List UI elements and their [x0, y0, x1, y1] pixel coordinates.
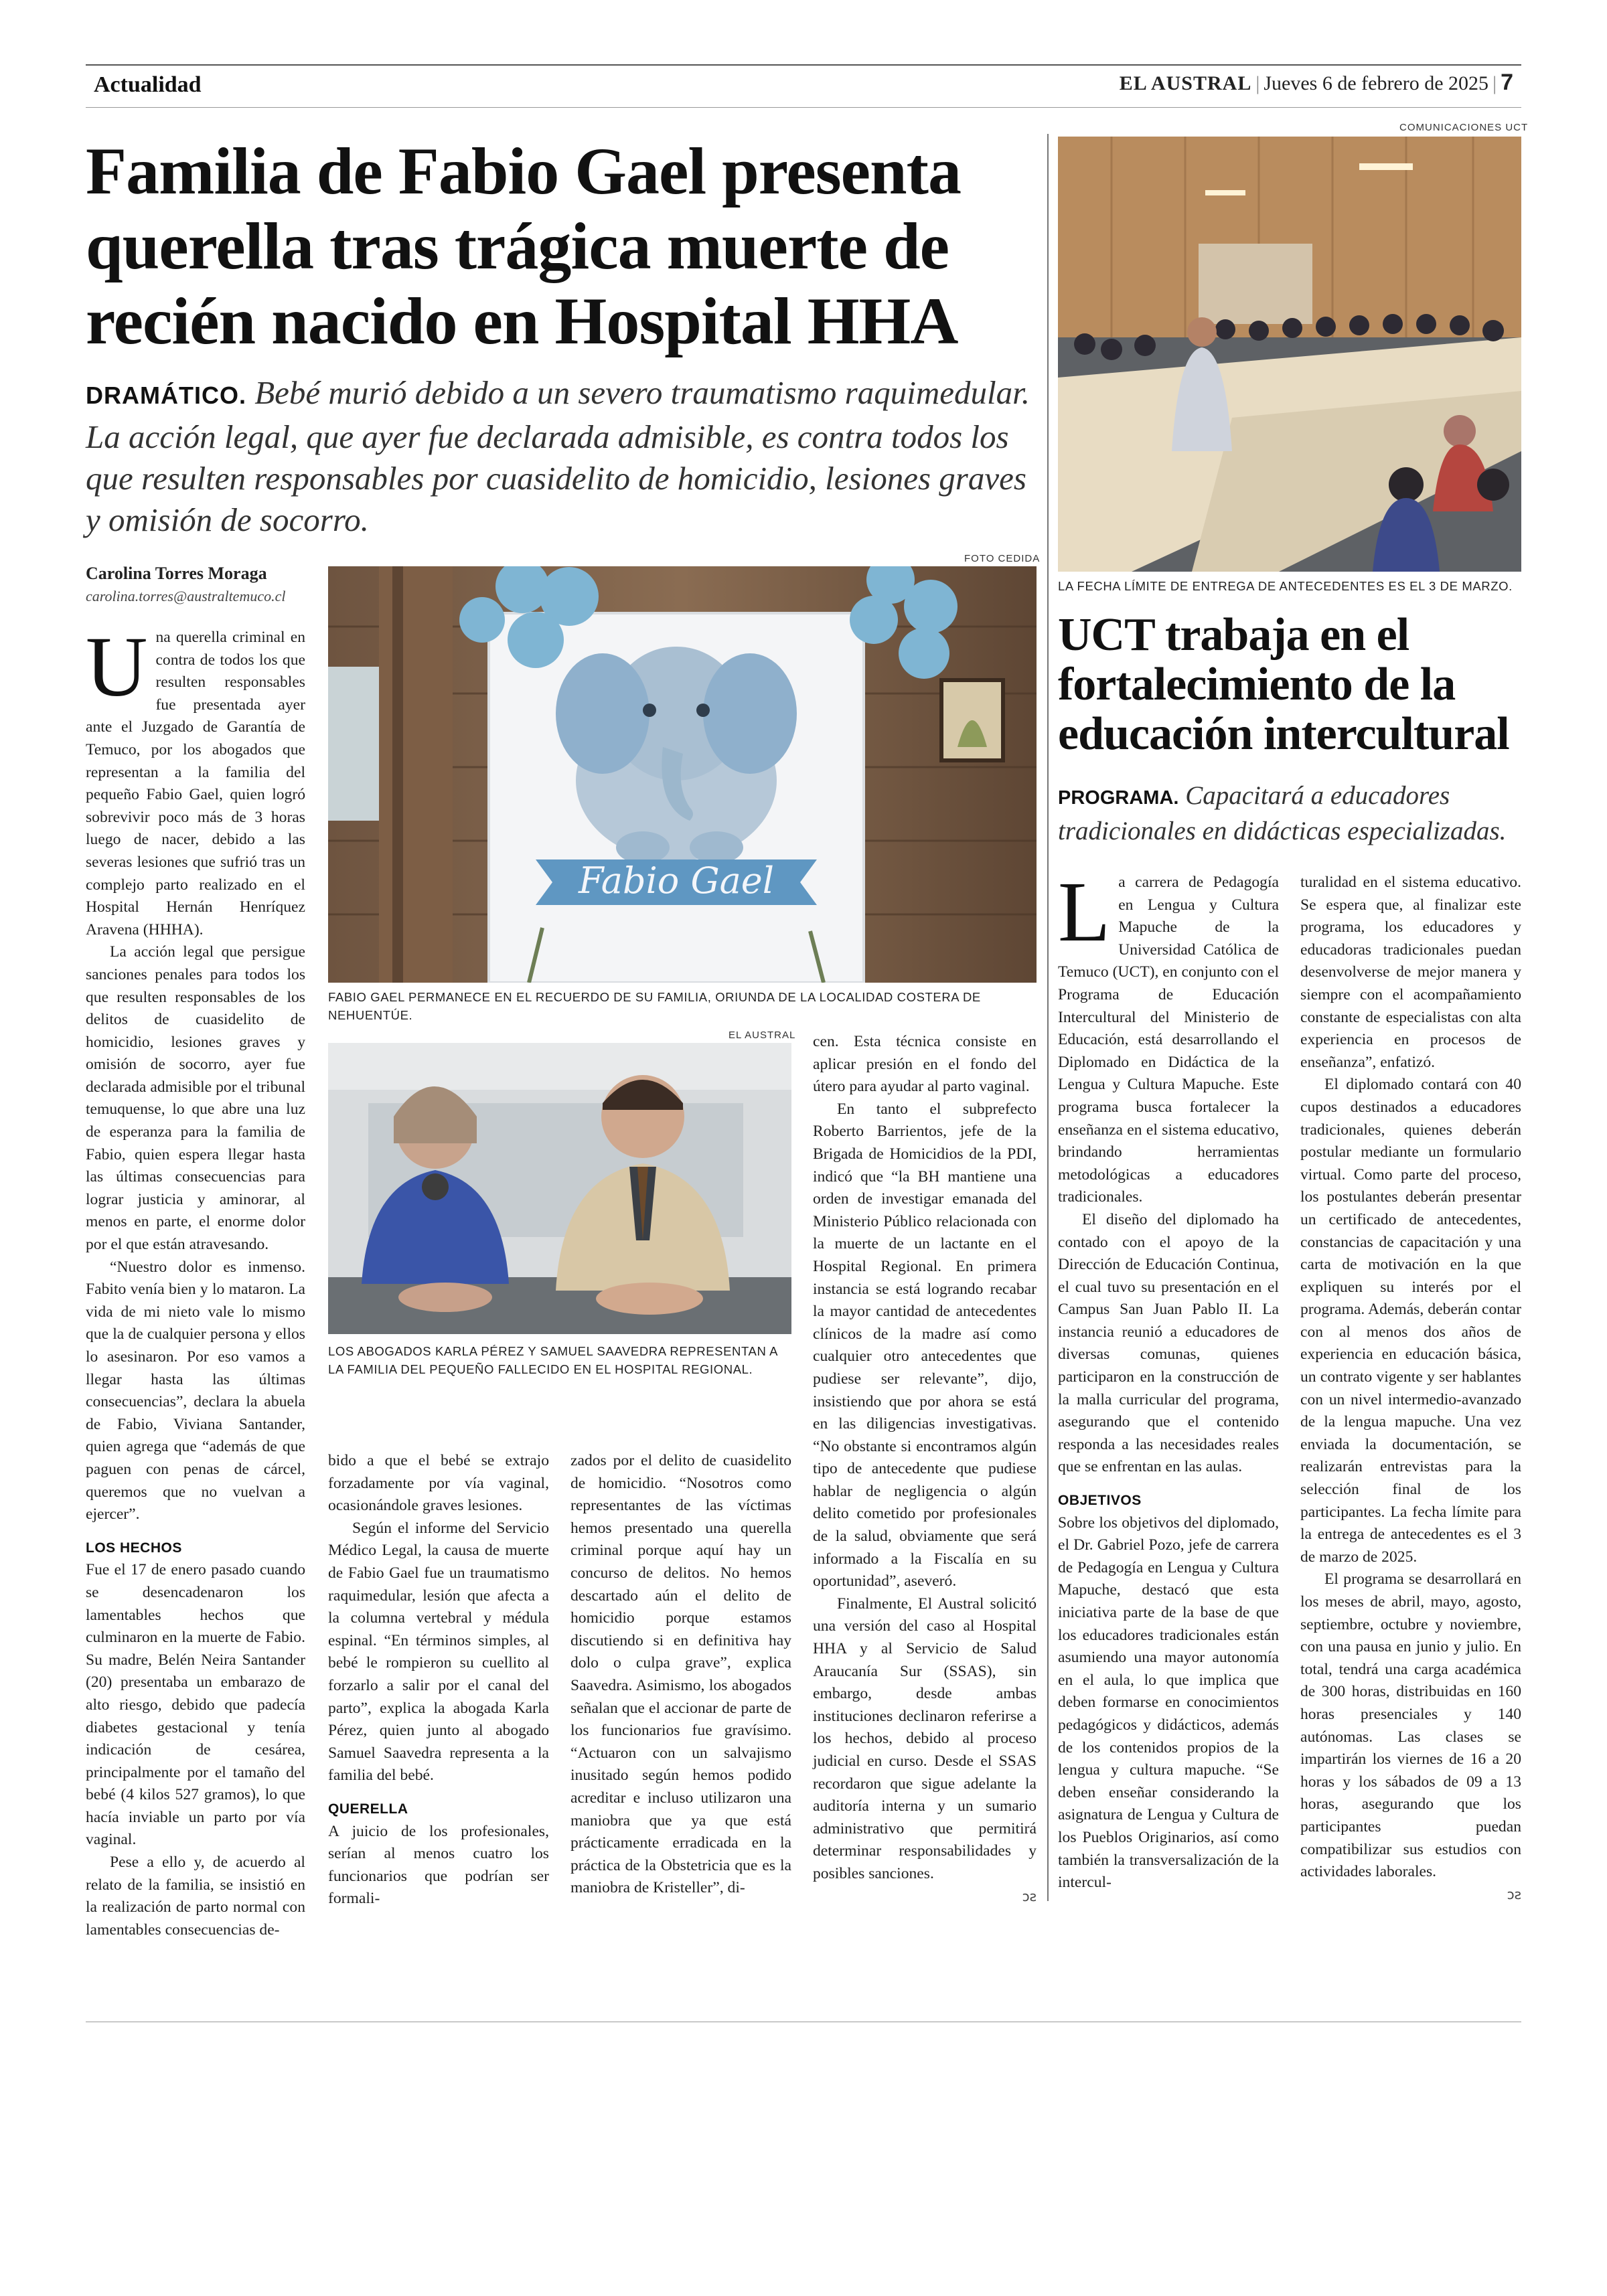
main-headline: Familia de Fabio Gael presenta querella tras trágica muerte de recién nacido en Hospital HHA: [86, 134, 961, 358]
byline: Carolina Torres Moraga: [86, 564, 267, 583]
col4-p2: En tanto el subprefecto Roberto Barrientos, jefe de la Brigada de Homicidios de la PDI, indicó que “la BH mantiene una orden de investigar emanada del Ministerio Público relacionada con la muerte de un lactante en el Hospital Regional. En primera instancia se está logrando recabar la mayor cantidad de antecedentes clínicos de la madre así como cualquier otro antecedentes que pudiese ser relevante”, dijo, insistiendo que por ahora se está en las diligencias investigativas. “No obstante si encontramos algún tipo de antecedente que pudiese hablar de negligencia o algún delito cometido por profesionales de la salud, obviamente que será informado a la Fiscalía en su oportunidad”, aseveró.: [813, 1100, 1037, 1590]
photo-memorial-banner: [328, 566, 1037, 983]
sidebar-photo-caption: LA FECHA LÍMITE DE ENTREGA DE ANTECEDENTES ES EL 3 DE MARZO.: [1058, 579, 1513, 593]
page-meta: EL AUSTRAL | Jueves 6 de febrero de 2025 | 7: [1119, 70, 1513, 95]
memorial-banner-illustration: [328, 566, 1037, 983]
photo2-caption: LOS ABOGADOS KARLA PÉREZ Y SAMUEL SAAVEDRA REPRESENTAN A LA FAMILIA DEL PEQUEÑO FALLECIDO EN EL HOSPITAL REGIONAL.: [328, 1344, 778, 1376]
header-rule: [86, 107, 1521, 108]
col3-p1: zados por el delito de cuasidelito de homicidio. “Nosotros como representantes de las víctimas hemos presentado una querella criminal porque aquí hay un concurso de delitos. No hemos descartado aún el delito de homicidio porque estamos discutiendo si en definitiva hay dolo o culpa grave”, explica Saavedra. Asimismo, los abogados señalan que el accionar de parte de los funcionarios fue gravísimo. “Actuaron con un salvajismo inusitado según hemos podido acreditar e incluso utilizaron una maniobra que ya que está prácticamente erradicada en la práctica de la Obstetricia que es la maniobra de Kristeller”, di-: [570, 1452, 791, 1897]
col1-p3: “Nuestro dolor es inmenso. Fabito venía bien y lo mataron. La vida de mi nieto vale lo mismo que la de cualquier persona y ellos lo asesinaron. Por eso vamos a llegar hasta las últimas consecuencias”, declara la abuela de Fabio, Viviana Santander, quien agrega que “además de que paguen con penas de cárcel, queremos que no vuelvan a ejercer”.: [86, 1258, 305, 1524]
col4-p3: Finalmente, El Austral solicitó una versión del caso al Hospital HHA y al Servicio de Salud Araucanía Sur (SSAS), sin embargo, desde ambas instituciones declinaron referirse a los hechos, debido al proceso judicial en curso. Desde el SSAS recordaron que sigue adelante la auditoría interna y un sumario administrativo que permitirá determinar responsabilidades y posibles sanciones.: [813, 1594, 1037, 1882]
banner-name-text: Fabio Gael: [578, 859, 775, 902]
main-lede-text: Bebé murió debido a un severo traumatismo raquimedular. La acción legal, que ayer fue declarada admisible, es contra todos los que resulten responsables por cuasidelito de homicidio, lesiones graves y omisión de socorro.: [86, 374, 1030, 538]
drop-cap-l: L: [1058, 864, 1111, 959]
subhead-los-hechos: LOS HECHOS: [86, 1540, 182, 1556]
col2-p1: bido a que el bebé se extrajo forzadamente por vía vaginal, ocasionándole graves lesiones.: [328, 1452, 549, 1515]
sidebar-lede: [1058, 779, 1527, 848]
main-lede: [86, 372, 1037, 541]
top-rule: [86, 64, 1521, 66]
main-col-1: [86, 619, 305, 1941]
main-kicker: DRAMÁTICO.: [86, 382, 246, 409]
main-col-2: [328, 1450, 549, 1910]
sidebar-col1-p1: a carrera de Pedagogía en Lengua y Cultura Mapuche de la Universidad Católica de Temuco (UCT), en conjunto con el Programa de Educación Intercultural del Ministerio de Educación, está desarrollando el Diplomado en Didáctica de la Lengua y Cultura Mapuche. Este programa busca fortalecer la enseñanza en el sistema educativo, brindando herramientas metodológicas a educadores tradicionales.: [1058, 874, 1279, 1206]
col1-p1: na querella criminal en contra de todos los que resulten responsables fue presentada ayer ante el Juzgado de Garantía de Temuco, por los abogados que representan a la familia del pequeño Fabio Gael, quien logró sobrevivir poco más de 3 horas luego de nacer, debido a las severas lesiones que sufrió tras un complejo parto realizado en el Hospital Hernán Henríquez Aravena (HHHA).: [86, 629, 305, 938]
col2-p3: A juicio de los profesionales, serían al menos cuatro los funcionarios que podrían ser formali-: [328, 1822, 549, 1908]
issue-date: Jueves 6 de febrero de 2025: [1264, 72, 1489, 94]
main-col-3: [570, 1450, 791, 1900]
sidebar-col1-p2: El diseño del diplomado ha contado con el apoyo de la Dirección de Educación Continua, el cual tuvo su presentación en el Campus San Juan Pablo II. La instancia reunió a educadores de diversas comunas, quienes participaron en la construcción de la malla curricular del programa, asegurando que el contenido responda a las necesidades reales que se enfrentan en las aulas.: [1058, 1210, 1279, 1476]
sidebar-headline: UCT trabaja en el fortalecimiento de la educación intercultural: [1058, 609, 1509, 760]
lawyers-illustration: [328, 1043, 791, 1334]
sidebar-col2-p2: El diplomado contará con 40 cupos destinados a educadores tradicionales, quienes deberán postular mediante un formulario virtual. Como parte del proceso, los postulantes deberán presentar un certificado de antecedentes, constancias de capacitación y una carta de motivación en la que expliquen su interés por el programa. Además, deberán contar con al menos dos años de experiencia en educación básica, un contrato vigente y ser hablantes con un nivel intermedio-avanzado de la lengua mapuche. Una vez enviada la documentación, se realizarán entrevistas para la selección final de los participantes. La fecha límite para la entrega de antecedentes es el 3 de marzo de 2025.: [1300, 1076, 1521, 1566]
photo1-caption: FABIO GAEL PERMANECE EN EL RECUERDO DE SU FAMILIA, ORIUNDA DE LA LOCALIDAD COSTERA DE NEHUENTÚE.: [328, 990, 981, 1022]
col2-p2: Según el informe del Servicio Médico Legal, la causa de muerte de Fabio Gael fue un traumatismo raquimedular, lesión que afecta a la columna vertebral y médula espinal. “En términos simples, al bebé le rompieron su cuellito al forzarlo a salir por el canal del parto”, explica la abogada Karla Pérez, quien junto al abogado Samuel Saavedra representa a la familia del bebé.: [328, 1519, 549, 1785]
sidebar-col2-p3: El programa se desarrollará en los meses de abril, mayo, agosto, septiembre, octubre y noviembre, con una pausa en junio y julio. En total, tendrá una carga académica de 300 horas, distribuidas en 160 horas presenciales y 140 autónomas. Las clases se impartirán los viernes de 16 a 20 horas y los sábados de 09 a 13 horas, asegurando que los participantes puedan compatibilizar sus estudios con actividades laborales.: [1300, 1570, 1521, 1881]
subhead-objetivos: OBJETIVOS: [1058, 1493, 1142, 1509]
sidebar-kicker: PROGRAMA.: [1058, 787, 1179, 809]
column-divider: [1047, 134, 1049, 1901]
sidebar-col-1: [1058, 864, 1279, 1894]
col1-p4: Fue el 17 de enero pasado cuando se desencadenaron los lamentables hechos que culminaron en la muerte de Fabio. Su madre, Belén Neira Santander (20) presentaba un embarazo de alto riesgo, debido que padecía diabetes gestacional y tenía indicación de cesárea, principalmente por el tamaño del bebé (4 kilos 527 gramos), lo que hacía inviable un parto por vía vaginal.: [86, 1561, 305, 1849]
drop-cap-u: U: [86, 619, 148, 714]
subhead-querella: QUERELLA: [328, 1801, 408, 1817]
sidebar-col-2: [1300, 872, 1521, 1906]
main-col-4: [813, 1031, 1037, 1908]
photo-classroom: [1058, 137, 1521, 572]
section-label: Actualidad: [94, 72, 202, 97]
sidebar-photo-credit: COMUNICACIONES UCT: [1399, 122, 1529, 133]
page-number: 7: [1501, 70, 1513, 95]
col4-p1: cen. Esta técnica consiste en aplicar presión en el fondo del útero para ayudar al parto vaginal.: [813, 1033, 1037, 1096]
publication-name: EL AUSTRAL: [1119, 72, 1252, 94]
end-mark-sidebar: ↄƨ: [1507, 1886, 1521, 1902]
photo1-credit: FOTO CEDIDA: [964, 553, 1041, 564]
col1-p5: Pese a ello y, de acuerdo al relato de la familia, se insistió en la realización de parto normal con lamentables consecuencias de-: [86, 1854, 305, 1939]
sidebar-lede-text: Capacitará a educadores tradicionales en didácticas especializadas.: [1058, 781, 1507, 845]
sidebar-col1-p3: Sobre los objetivos del diplomado, el Dr. Gabriel Pozo, jefe de carrera de Pedagogía en Lengua y Cultura Mapuche, destacó que esta iniciativa parte de la base de que los educadores tradicionales están asumiendo una mayor autonomía en el aula, lo que implica que deben formarse en conocimientos pedagógicos y didácticos, además de los contenidos propios de la lengua y cultura mapuche. “Se deben enseñar considerando la asignatura de Lengua y Cultura de los Pueblos Originarios, así como también la transversalización de la intercul-: [1058, 1513, 1279, 1892]
end-mark-main: ↄƨ: [1022, 1888, 1037, 1904]
col1-p2: La acción legal que persigue sanciones penales para todos los que resulten responsables de los delitos de cuasidelito de homicidio, lesiones graves y omisión de socorro, ayer fue declarada admisible por el tribunal temuquense, lo que abre una luz de esperanza para la familia de Fabio, quien espera llegar hasta las últimas consecuencias para lograr justicia y aminorar, al menos en parte, el enorme dolor por el que están atravesando.: [86, 943, 305, 1254]
photo-lawyers: [328, 1043, 791, 1334]
sidebar-col2-p1: turalidad en el sistema educativo. Se espera que, al finalizar este programa, los educadores y educadoras tradicionales puedan desenvolverse de mejor manera y siempre con el acompañamiento constante de especialistas con alta experiencia en procesos de enseñanza”, enfatizó.: [1300, 874, 1521, 1071]
photo2-credit: EL AUSTRAL: [729, 1030, 796, 1041]
classroom-illustration: [1058, 137, 1521, 572]
author-email: carolina.torres@australtemuco.cl: [86, 588, 286, 604]
